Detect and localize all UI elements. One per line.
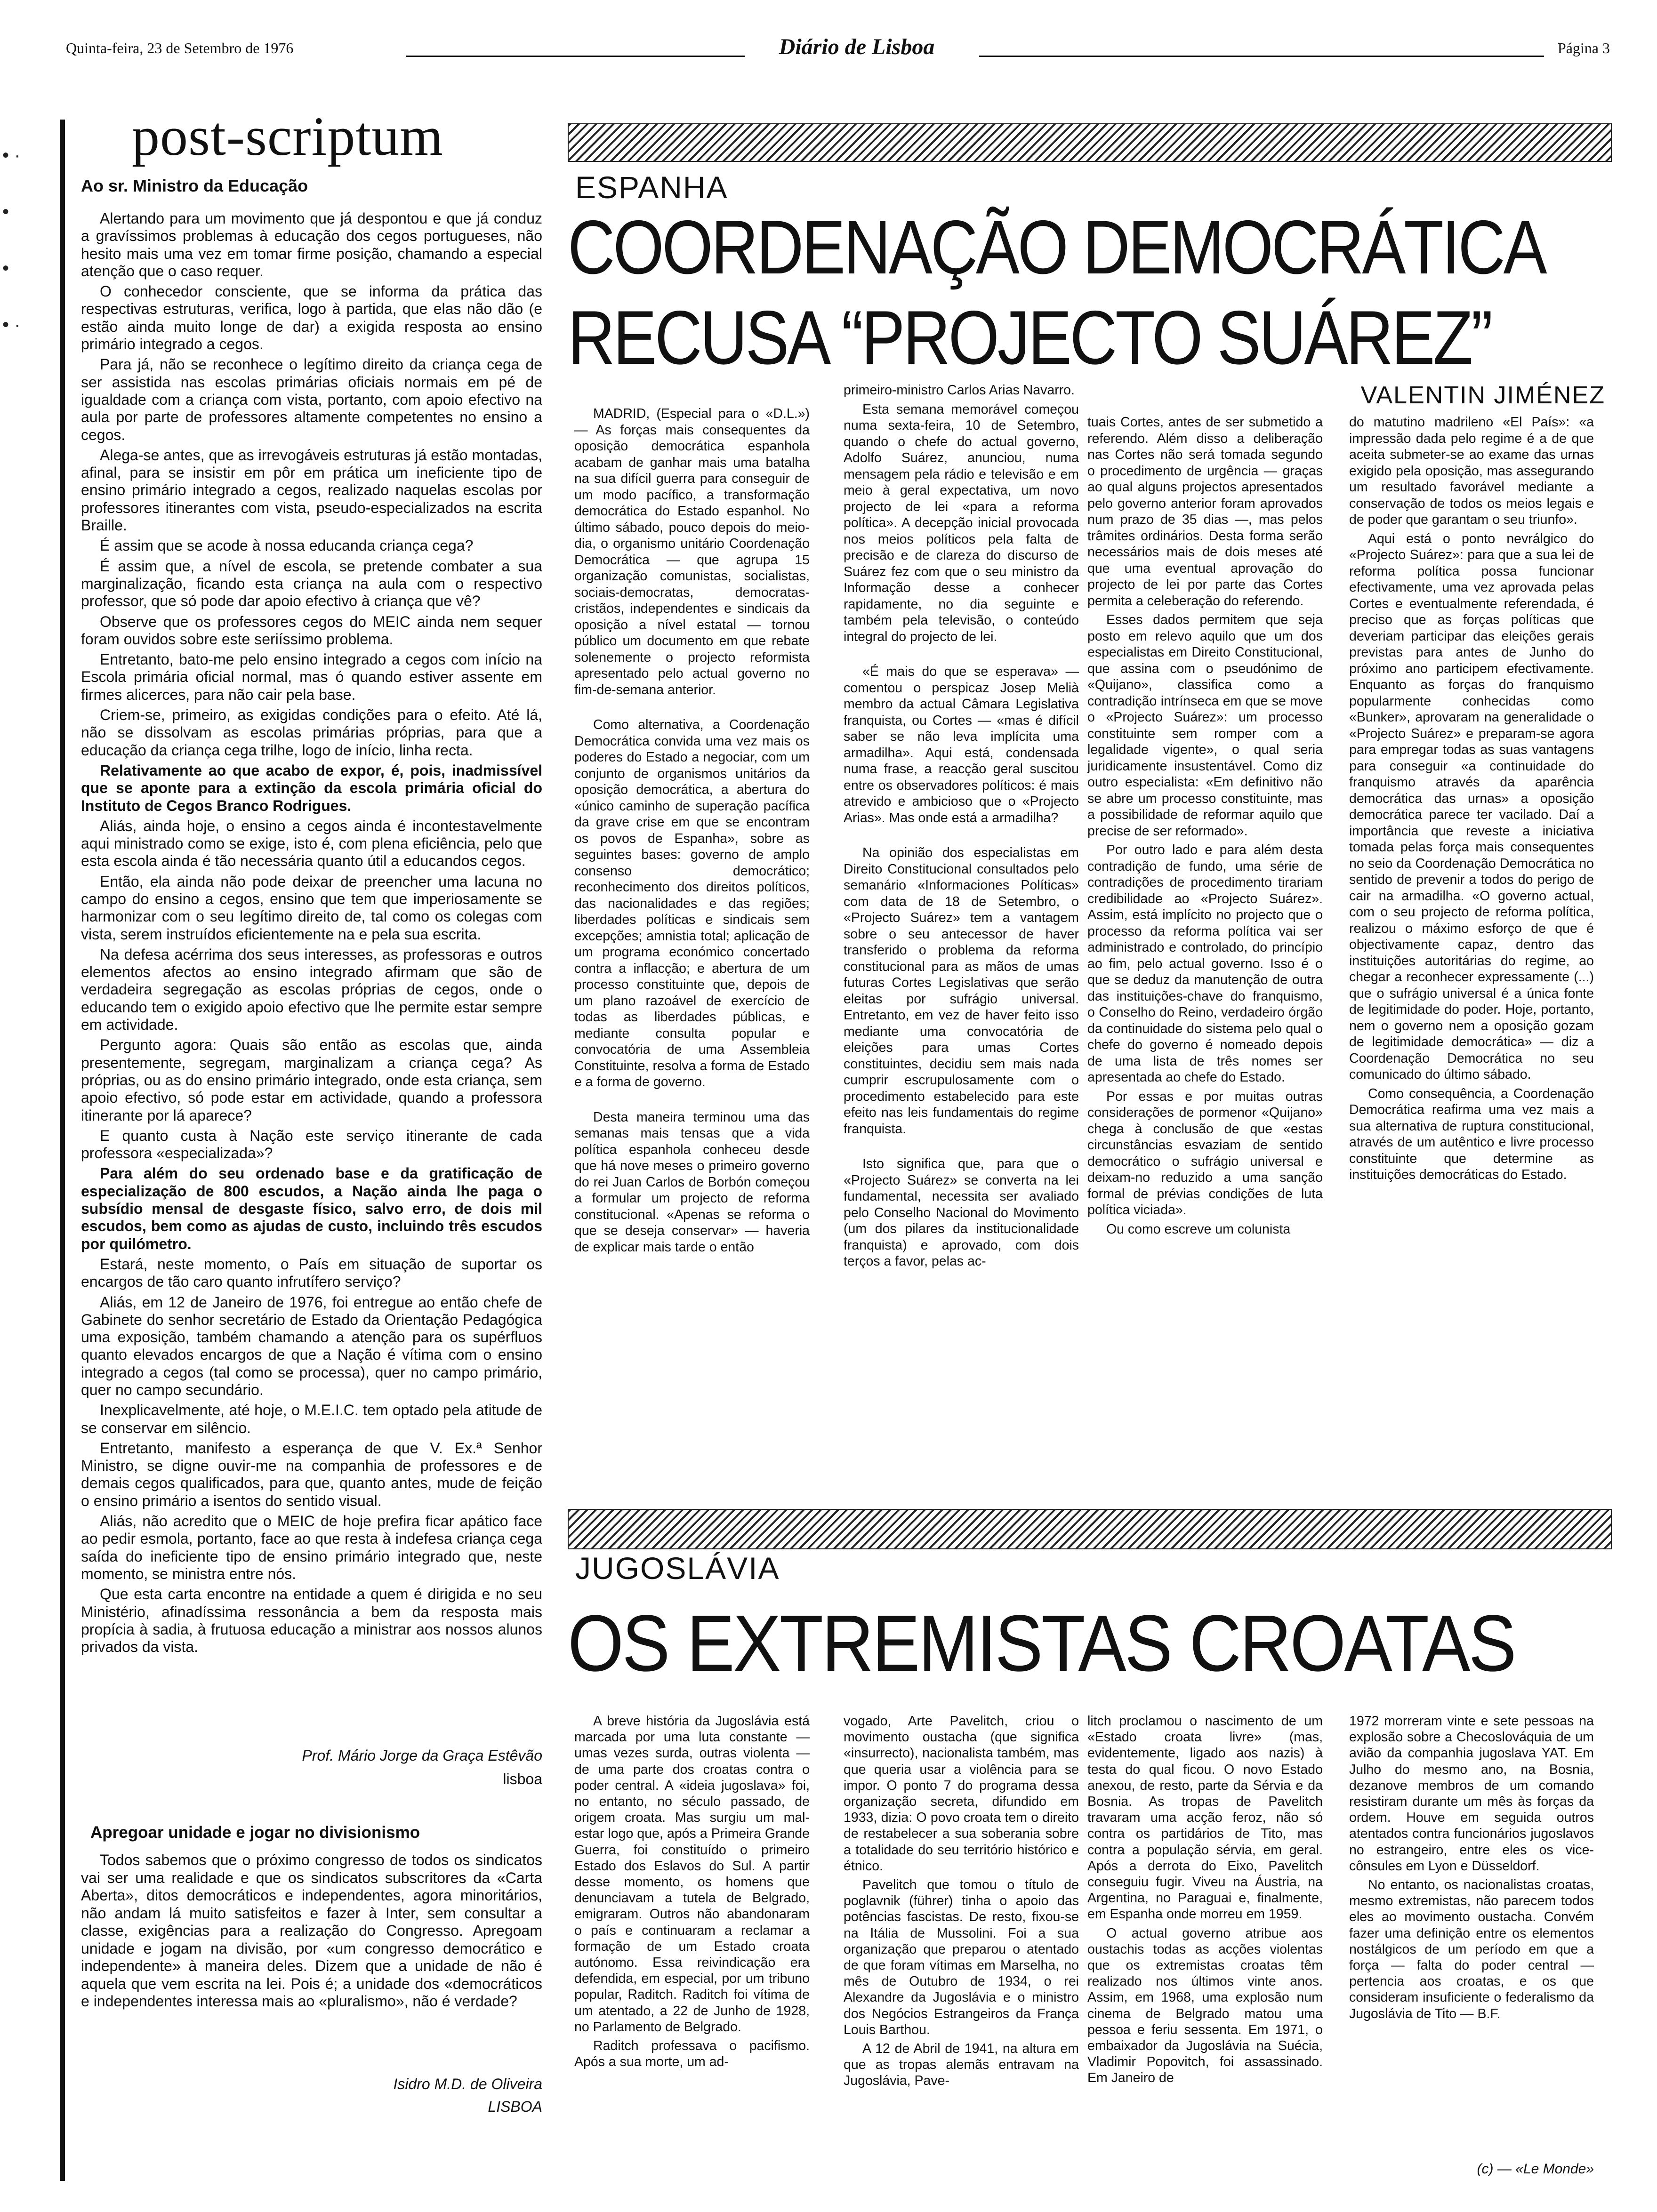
postscriptum-heading-2: Apregoar unidade e jogar no divisionismo	[90, 1823, 420, 1842]
letter-paragraph: Alertando para um movimento que já despontou e que já conduz a gravíssimos problemas à educação dos cegos portugueses, não hesito mais uma vez em tomar firme posição, chamando a especial atenção que o caso requer.	[81, 210, 542, 280]
espanha-paragraph: primeiro-ministro Carlos Arias Navarro.	[844, 383, 1075, 398]
espanha-column-4	[1349, 414, 1594, 1488]
letter-place: lisboa	[503, 1771, 542, 1787]
jugoslavia-column-4	[1349, 1713, 1594, 2137]
jugoslavia-column-1	[574, 1713, 810, 2179]
espanha-paragraph: MADRID, (Especial para o «D.L.») — As forças mais consequentes da oposição democrática espanhola acabam de ganhar mais uma batalha na sua difícil guerra para conseguir de um modo pacífico, a transformação democrática do Estado espanhol. No último sábado, pouco depois do meio-dia, o organismo unitário Coordenação Democrática — que agrupa 15 organização comunistas, socialistas, sociais-democratas, democratas-cristãos, independentes e sindicais da oposição a nível estatal — tornou público um documento em que rebate solenemente o projecto reformista apresentado pelo actual governo no fim-de-semana anterior.	[574, 406, 810, 697]
jugoslavia-paragraph: No entanto, os nacionalistas croatas, mesmo extremistas, não parecem todos eles ao movimento oustacha. Convém fazer uma definição entre os elementos nostálgicos de um período em que a força — falta do poder central — pertencia aos croatas, e os que consideram insuficiente o federalismo da Jugoslávia de Tito — B.F.	[1349, 1877, 1594, 2021]
espanha-paragraph: Ou como escreve um colunista	[1106, 1221, 1291, 1237]
letter-paragraph: Para além do seu ordenado base e da gratificação de especialização de 800 escudos, a Nação ainda lhe paga o subsídio mensal de desgaste físico, salvo erro, de dois mil escudos, bem como as ajudas de custo, incluindo três escudos por quilómetro.	[81, 1165, 542, 1252]
letter-paragraph: Na defesa acérrima dos seus interesses, as professoras e outros elementos afectos ao ensino integrado afirmam que são de verdadeira segregação as escolas próprias de cegos, onde o educando tem o exigido apoio efectivo que lhe permite estar sempre em actividade.	[81, 946, 542, 1034]
jugoslavia-paragraph: Raditch professava o pacifismo. Após a sua morte, um ad-	[574, 2038, 810, 2070]
jugoslavia-headline: OS EXTREMISTAS CROATAS	[568, 1599, 1515, 1688]
letter-paragraph: Inexplicavelmente, até hoje, o M.E.I.C. tem optado pela atitude de se conservar em silêncio.	[81, 1402, 542, 1436]
header-rule-right	[979, 56, 1544, 57]
note-author: Isidro M.D. de Oliveira	[393, 2076, 542, 2092]
letter-paragraph: Entretanto, manifesto a esperança de que V. Ex.ª Senhor Ministro, se digne ouvir-me na companhia de professores e de demais cegos qualificados, para que, quanto antes, mude de feição o ensino primário a isentos do sentido visual.	[81, 1439, 542, 1509]
header-page-number: Página 3	[1557, 40, 1610, 56]
letter-paragraph: Entretanto, bato-me pelo ensino integrado a cegos com início na Escola primária oficial normal, mas ó quando estiver assente em firmes alicerces, para não cair pela base.	[81, 651, 542, 703]
margin-punch-marks: • · • • • ·	[2, 145, 21, 335]
header-date: Quinta-feira, 23 de Setembro de 1976	[66, 40, 294, 56]
letter-paragraph: Aliás, em 12 de Janeiro de 1976, foi entregue ao então chefe de Gabinete do senhor secretário de Estado da Orientação Pedagógica uma exposição, também chamando a atenção para os supérfluos quanto elevados encargos de que a Nação é vítima com o ensino integrado a cegos (tal como se processa), quer no campo primário, quer no campo secundário.	[81, 1293, 542, 1398]
letter-paragraph: É assim que, a nível de escola, se pretende combater a sua marginalização, ficando esta criança na aula com o respectivo professor, que só pode dar apoio efectivo à criança que vê?	[81, 557, 542, 610]
letter-paragraph: Aliás, ainda hoje, o ensino a cegos ainda é incontestavelmente aqui ministrado como se exige, isto é, com plena eficiência, pelo que esta escola ainda é tão necessária quanto útil a educandos cegos.	[81, 817, 542, 870]
espanha-paragraph: tuais Cortes, antes de ser submetido a referendo. Além disso a deliberação nas Cortes não será tomada segundo o procedimento de urgência — graças ao qual alguns projectos apresentados pelo governo anterior foram aprovados num prazo de 35 dias —, mas pelos trâmites ordinários. Desta forma serão necessários mais de dois meses até que uma eventual aprovação do projecto de lei por parte das Cortes permita a celeberação do referendo.	[1087, 415, 1323, 609]
espanha-byline: VALENTIN JIMÉNEZ	[1360, 382, 1605, 409]
letter-paragraph: O conhecedor consciente, que se informa da prática das respectivas estruturas, verifica, logo à partida, que elas não dão (e estão ainda muito longe de dar) a exigida resposta ao ensino primário integrado a cegos.	[81, 283, 542, 353]
jugoslavia-paragraph: O actual governo atribue aos oustachis todas as acções violentas que os extremistas croatas têm realizado nos últimos vinte anos. Assim, em 1968, uma explosão num cinema de Belgrado matou uma pessoa e feriu sessenta. Em 1971, o embaixador da Jugoslávia na Suécia, Vladimir Popovitch, foi assassinado. Em Janeiro de	[1087, 1925, 1323, 2086]
jugoslavia-credit: (c) — «Le Monde»	[1477, 2161, 1594, 2177]
postscriptum-heading-1: Ao sr. Ministro da Educação	[81, 176, 308, 195]
espanha-kicker: ESPANHA	[575, 170, 728, 205]
espanha-column-1	[574, 406, 810, 1488]
espanha-paragraph: Aqui está o ponto nevrálgico do «Projecto Suárez»: para que a sua lei de reforma política possa funcionar efectivamente, uma vez aprovada pelas Cortes e eventualmente referendada, é preciso que as forças políticas que deveriam participar das eleições gerais previstas para antes de Junho do próximo ano participem efectivamente. Enquanto as forças do franquismo popularmente conhecidas como «Bunker», aprovaram na generalidade o «Projecto Suárez» e preparam-se agora para empregar todas as suas vantagens para conseguir «a continuidade do franquismo através da aparência democrática das urnas» a oposição democrática parece ter vacilado. Daí a importância que reveste a iniciativa tomada pelas força mais consequentes no seio da Coordenação Democrática no sentido de prevenir a todos do perigo de cair na armadilha. «O governo actual, com o seu projecto de reforma política, realizou o máximo esforço de que é objectivamente capaz, dentro das instituições autoritárias do regime, ao chegar a reconhecer expressamente (...) que o sufrágio universal é a única fonte de legitimidade do poder. Hoje, portanto, nem o governo nem a oposição gozam de legitimidade democrática» — diz a Coordenação Democrática no seu comunicado do último sábado.	[1349, 531, 1594, 1082]
letter-paragraph: Criem-se, primeiro, as exigidas condições para o efeito. Até lá, não se dissolvam as escolas primárias próprias, para que a educação da criança cega trilhe, logo de início, linha recta.	[81, 706, 542, 759]
jugoslavia-paragraph: A breve história da Jugoslávia está marcada por uma luta constante — umas vezes surda, outras violenta — de uma parte dos croatas contra o poder central. A «ideia jugoslava» foi, no entanto, no século passado, de origem croata. Mas surgiu um mal-estar logo que, após a Primeira Grande Guerra, foi constituído o primeiro Estado dos Eslavos do Sul. A partir desse momento, os homens que denunciavam a tutela de Belgrado, emigraram. Outros não abandonaram o país e continuaram a reclamar a formação de um Estado croata autónomo. Essa reivindicação era defendida, em especial, por um tribuno popular, Raditch. Raditch foi vítima de um atentado, a 22 de Junho de 1928, no Parlamento de Belgrado.	[574, 1714, 810, 2035]
espanha-paragraph: Esses dados permitem que seja posto em relevo aquilo que um dos especialistas em Direito Constitucional, que assina com o pseudónimo de «Quijano», classifica como a contradição intrínseca em que se move o «Projecto Suárez»: um processo constituinte sem romper com a legalidade vigente», o qual seria juridicamente insustentável. Como diz outro especialista: «Em definitivo não se abre um processo constituinte, mas a possibilidade de reformar aquilo que precise de ser reformado».	[1087, 612, 1323, 839]
postscriptum-title: post-scriptum	[132, 105, 443, 167]
jugoslavia-paragraph: 1972 morreram vinte e sete pessoas na explosão sobre a Checoslováquia de um avião da companhia jugoslava YAT. Em Julho do mesmo ano, na Bosnia, dezanove membros de um comando resistiram durante um mês às forças da ordem. Houve em seguida outros atentados contra funcionários jugoslavos no estrangeiro, entre eles os vice-cônsules em Lyon e Düsseldorf.	[1349, 1714, 1594, 1874]
jugoslavia-paragraph: vogado, Arte Pavelitch, criou o movimento oustacha (que significa «insurrecto), nacionalista também, mas que queria usar a violência para se impor. O ponto 7 do programa dessa organização secreta, difundido em 1933, dizia: O povo croata tem o direito de restabelecer a sua soberania sobre a totalidade do seu território histórico e étnico.	[844, 1714, 1079, 1874]
note-paragraph: Todos sabemos que o próximo congresso de todos os sindicatos vai ser uma realidade e que os sindicatos subscritores da «Carta Aberta», ditos democráticos e independentes, agora minoritários, não andam lá muito satisfeitos e fazer à Inter, sem consultar a classe, exigências para a realização do Congresso. Apregoam unidade e jogam na divisão, por «um congresso democrático e independente» à maneira deles. Dizem que a unidade de não é aquela que vem escrita na lei. Pois é; a unidade dos «democráticos e independentes interessa mais ao «pluralismo», não é verdade?	[81, 1851, 542, 2010]
letter-paragraph: E quanto custa à Nação este serviço itinerante de cada professora «especializada»?	[81, 1127, 542, 1162]
letter-paragraph: Então, ela ainda não pode deixar de preencher uma lacuna no campo do ensino a cegos, ensino que tem que imperiosamente se harmonizar com o seu legítimo direito de, tal como os colegas com vista, serem instruídos eficientemente na e pela sua escrita.	[81, 873, 542, 943]
jugoslavia-hatched-banner	[568, 1509, 1612, 1549]
espanha-hatched-banner	[568, 123, 1612, 162]
espanha-paragraph: Isto significa que, para que o «Projecto Suárez» se converta na lei fundamental, necessita ser avaliado pelo Conselho Nacional do Movimento (um dos pilares da institucionalidade franquista) e aprovado, com dois terços a favor, pelas ac-	[844, 1156, 1079, 1269]
espanha-paragraph: Na opinião dos especialistas em Direito Constitucional consultados pelo semanário «Informaciones Políticas» com data de 18 de Setembro, o «Projecto Suárez» tem a vantagem sobre o seu antecessor de haver transferido o problema da reforma constitucional para as mãos de umas futuras Cortes Legislativas que serão eleitas por sufrágio universal. Entretanto, em vez de haver feito isso mediante uma convocatória de eleições para umas Cortes constituintes, decidiu sem mais nada cumprir escrupulosamente com o procedimento estabelecido para este efeito nas leis fundamentais do regime franquista.	[844, 845, 1079, 1137]
header-rule-left	[406, 56, 745, 57]
letter-paragraph: Aliás, não acredito que o MEIC de hoje prefira ficar apático face ao pedir esmola, portanto, face ao que resta à indefesa criança cega saída do ineficiente tipo de ensino primário integrado que, neste momento, se ministra entre nós.	[81, 1513, 542, 1582]
letter-paragraph: Estará, neste momento, o País em situação de suportar os encargos de tão caro quanto infrutífero serviço?	[81, 1255, 542, 1290]
espanha-paragraph: «É mais do que se esperava» — comentou o perspicaz Josep Melià membro da actual Câmara Legislativa franquista, ou Cortes — «mas é difícil saber se não leva implícita uma armadilha». Aqui está, condensada numa frase, a reacção geral suscitou entre os observadores políticos: é mais atrevido e ambicioso que o «Projecto Arias». Mas onde está a armadilha?	[844, 664, 1079, 825]
letter-paragraph: Observe que os professores cegos do MEIC ainda nem sequer foram ouvidos sobre este seriíssimo problema.	[81, 613, 542, 648]
jugoslavia-paragraph: A 12 de Abril de 1941, na altura em que as tropas alemãs entravam na Jugoslávia, Pave-	[844, 2041, 1079, 2089]
letter-paragraph: É assim que se acode à nossa educanda criança cega?	[100, 537, 474, 554]
espanha-paragraph: do matutino madrileno «El País»: «a impressão dada pelo regime é a de que aceita submeter-se ao exame das urnas exigido pela oposição, mas assegurando um resultado favorável mediante a conservação de todos os meios legais e de poder que garantam o seu triunfo».	[1349, 415, 1594, 527]
espanha-paragraph: Desta maneira terminou uma das semanas mais tensas que a vida política espanhola conheceu desde que há nove meses o primeiro governo do rei Juan Carlos de Borbón começou a formular um projecto de reforma constitucional. «Apenas se reforma o que se deseja conservar» — haveria de explicar mais tarde o então	[574, 1109, 810, 1255]
letter-author: Prof. Mário Jorge da Graça Estêvão	[302, 1747, 542, 1764]
jugoslavia-kicker: JUGOSLÁVIA	[575, 1551, 780, 1586]
espanha-paragraph: Por outro lado e para além desta contradição de fundo, uma série de contradições de procedimento tirariam credibilidade ao «Projecto Suárez». Assim, está implícito no projecto que o processo da reforma política vai ser administrado e controlado, do princípio ao fim, pelo actual governo. Isso é o que se deduz da manutenção de outra das instituições-chave do franquismo, o Conselho do Reino, verdadeiro órgão da continuidade do sistema pelo qual o chefe do governo é nomeado depois de uma lista de três nomes ser apresentada ao chefe do Estado.	[1087, 842, 1323, 1085]
letter-paragraph: Que esta carta encontre na entidade a quem é dirigida e no seu Ministério, afinadíssima ressonância a bem da resposta mais propícia à sadia, à frutuosa educação a ministrar aos nossos alunos privados da vista.	[81, 1586, 542, 1656]
letter-paragraph: Pergunto agora: Quais são então as escolas que, ainda presentemente, segregam, marginalizam a criança cega? As próprias, ou as do ensino primário integrado, onde esta criança, sem apoio efectivo, só pode estar em actividade, quando a professora itinerante por lá aparece?	[81, 1036, 542, 1124]
espanha-headline-line1: COORDENAÇÃO DEMOCRÁTICA	[568, 205, 1545, 290]
jugoslavia-paragraph: Pavelitch que tomou o título de poglavnik (führer) tinha o apoio das potências fascistas. De resto, fixou-se na Itália de Mussolini. Foi a sua organização que preparou o atentado de que foram vítimas em Marselha, no mês de Outubro de 1934, o rei Alexandre da Jugoslávia e o ministro dos Negócios Estrangeiros da França Louis Barthou.	[844, 1877, 1079, 2037]
jugoslavia-column-3	[1087, 1713, 1323, 2179]
espanha-paragraph: Por essas e por muitas outras considerações de pormenor «Quijano» chega à conclusão de que «estas circunstâncias esvaziam de sentido democrático o sufrágio universal e deixam-no reduzido a uma sanção formal de prévias condições de luta política viciada».	[1087, 1089, 1323, 1218]
letter-paragraph: Relativamente ao que acabo de expor, é, pois, inadmissível que se aponte para a extinção da escola primária oficial do Instituto de Cegos Branco Rodrigues.	[81, 761, 542, 814]
postscriptum-note-body	[81, 1851, 542, 2073]
note-place: LISBOA	[488, 2098, 542, 2115]
letter-paragraph: Alega-se antes, que as irrevogáveis estruturas já estão montadas, afinal, para se insistir em pôr em prática um ineficiente tipo de ensino primário integrado a cegos, realizado naquelas escolas por professores itinerantes com vista, pseudo-especializados na escrita Braille.	[81, 446, 542, 534]
espanha-column-3	[1087, 414, 1323, 1488]
espanha-paragraph: Como alternativa, a Coordenação Democrática convida uma vez mais os poderes do Estado a negociar, com um conjunto de organismos unitários da oposição democrática, a abertura do «único caminho de superação pacífica da grave crise em que se encontram os povos de Espanha», sobre as seguintes bases: governo de amplo consenso democrático; reconhecimento dos direitos políticos, das nacionalidades e das regiões; liberdades políticas e sindicais sem excepções; amnistia total; aplicação de um programa económico concertado contra a inflacção; e abertura de um processo constituinte que, depois de um plano razoável de exercício de todas as liberdades públicas, e mediante consulta popular e convocatória de uma Assembleia Constituinte, resolva a forma de Estado e a forma de governo.	[574, 717, 810, 1090]
postscriptum-left-border	[60, 120, 65, 2181]
letter-paragraph: Para já, não se reconhece o legítimo direito da criança cega de ser assistida nas escolas primárias oficiais normais em pé de igualdade com a criança com vista, portanto, com apoio efectivo na aula por parte de professores altamente competentes no ensino a cegos.	[81, 356, 542, 443]
espanha-headline-line2: RECUSA “PROJECTO SUÁREZ”	[568, 295, 1491, 380]
espanha-paragraph: Como consequência, a Coordenação Democrática reafirma uma vez mais a sua alternativa de ruptura constitucional, através de um autêntico e livre processo constituinte que determine as instituições democráticas do Estado.	[1349, 1086, 1594, 1182]
masthead: Diário de Lisboa	[779, 34, 935, 59]
espanha-paragraph: Esta semana memorável começou numa sexta-feira, 10 de Setembro, quando o chefe do actual governo, Adolfo Suárez, anunciou, numa mensagem pela rádio e televisão e em meio à geral expectativa, um novo projecto de lei «para a reforma política». A decepção inicial provocada nos meios políticos pela falta de precisão e de clareza do discurso de Suárez fez com que o seu ministro da Informação desse a conhecer rapidamente, no dia seguinte e também pela televisão, o conteúdo integral do projecto de lei.	[844, 401, 1079, 644]
postscriptum-letter-body	[81, 210, 542, 1735]
jugoslavia-column-2	[844, 1713, 1079, 2179]
jugoslavia-paragraph: litch proclamou o nascimento de um «Estado croata livre» (mas, evidentemente, ligado aos nazis) à testa do qual ficou. O novo Estado anexou, de resto, parte da Sérvia e da Bosnia. As tropas de Pavelitch travaram uma acção feroz, não só contra os partidários de Tito, mas contra a população sérvia, em geral. Após a derrota do Eixo, Pavelitch conseguiu fugir. Viveu na Áustria, na Argentina, no Paraguai e, finalmente, em Espanha onde morreu em 1959.	[1087, 1714, 1323, 1922]
espanha-column-2	[844, 382, 1079, 1488]
